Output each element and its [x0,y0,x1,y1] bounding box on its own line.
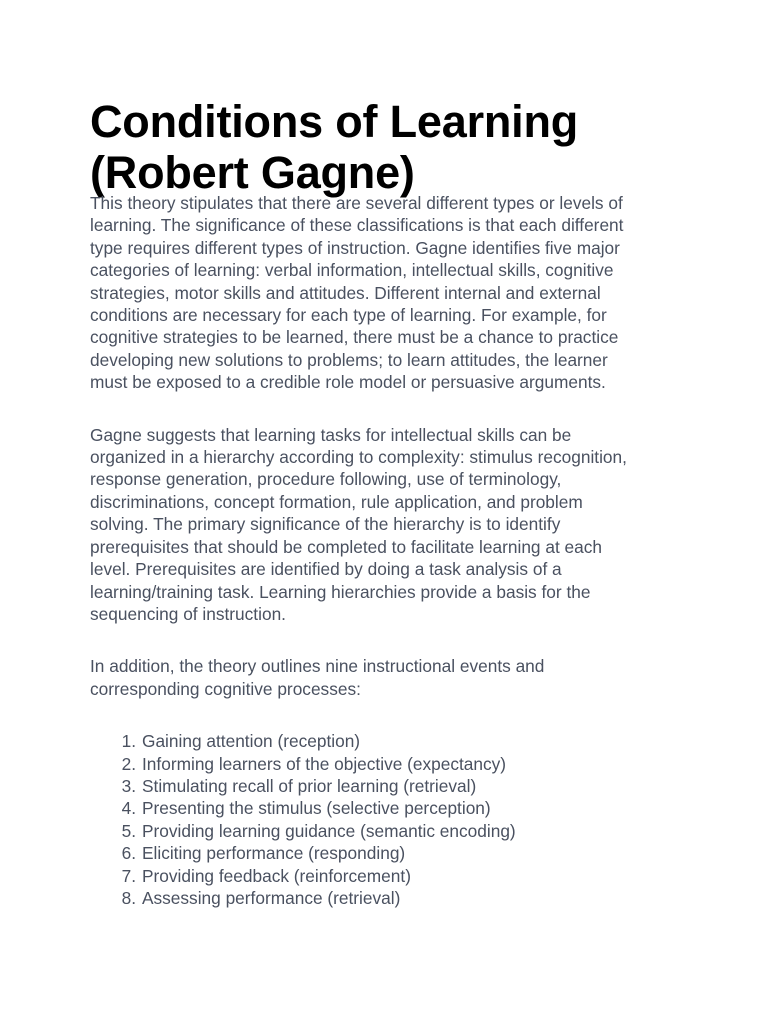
list-item-number: 7. [121,865,136,886]
events-intro-paragraph: In addition, the theory outlines nine instructional events and corresponding cognitive processes: [90,656,545,699]
hierarchy-paragraph: Gagne suggests that learning tasks for intellectual skills can be organized in a hierarchy according to complexity: stimulus recognition, response generation, procedure following, use of terminology, discriminations, concept formation, rule application, and problem solving. The primary significance of the hierarchy is to identify prerequisites that should be completed to facilitate learning at each level. Prerequisites are identified by doing a task analysis of a learning/training task. Learning hierarchies provide a basis for the sequencing of instruction. [90,424,627,624]
list-item-text: Gaining attention (reception) [142,731,361,752]
title-line-1: Conditions of Learning [90,96,579,147]
list-item-number: 2. [121,753,136,774]
page-title [90,96,690,198]
list-item [90,775,690,797]
list-item [90,865,690,887]
list-item [90,797,690,819]
list-item-number: 8. [121,887,136,908]
list-item [90,753,690,775]
list-item-text: Presenting the stimulus (selective perception) [142,798,491,819]
list-item-number: 4. [121,798,136,819]
list-item [90,887,690,909]
document-body [90,96,690,909]
title-line-2: (Robert Gagne) [90,147,415,198]
intro-paragraph: This theory stipulates that there are several different types or levels of learning. The significance of these classifications is that each different type requires different types of instruction. Gagne identifies five major categories of learning: verbal information, intellectual skills, cognitive strategies, motor skills and attitudes. Different internal and external conditions are necessary for each type of learning. For example, for cognitive strategies to be learned, there must be a chance to practice developing new solutions to problems; to learn attitudes, the learner must be exposed to a credible role model or persuasive arguments. [90,193,624,393]
instructional-events-list [90,730,690,909]
list-item-text: Eliciting performance (responding) [142,843,406,864]
list-item-text: Providing learning guidance (semantic encoding) [142,820,516,841]
list-item-number: 6. [121,843,136,864]
list-item-number: 3. [121,775,136,796]
list-item [90,842,690,864]
list-item [90,730,690,752]
list-item-text: Stimulating recall of prior learning (retrieval) [142,775,477,796]
list-item-text: Providing feedback (reinforcement) [142,865,411,886]
list-item-number: 5. [121,820,136,841]
list-item-text: Informing learners of the objective (expectancy) [142,753,507,774]
list-item-text: Assessing performance (retrieval) [142,887,401,908]
list-item [90,820,690,842]
list-item-number: 1. [121,731,136,752]
